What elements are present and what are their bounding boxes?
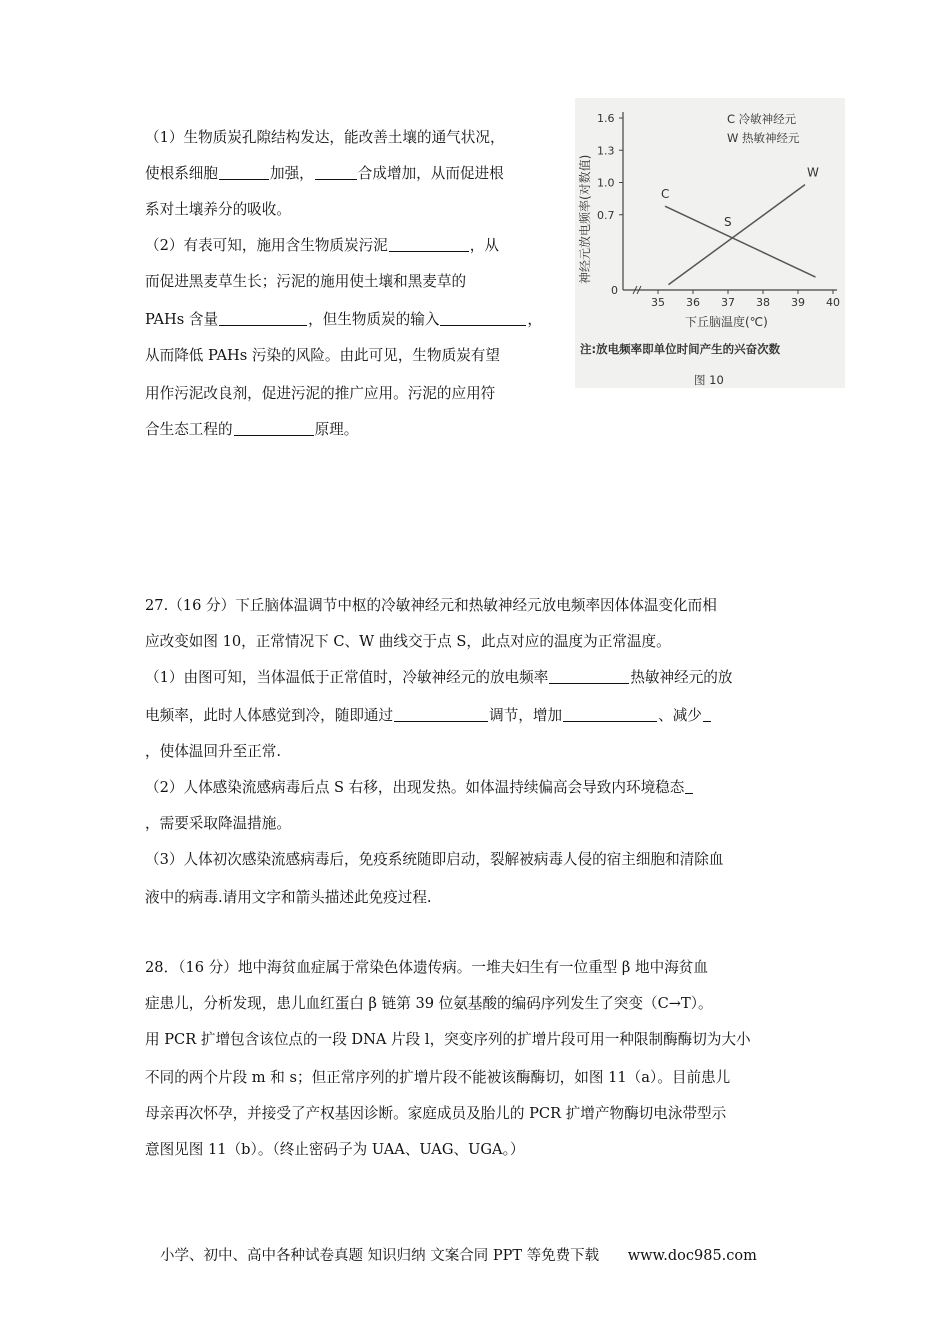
text-line: 意图见图 11（b）。（终止密码子为 UAA、UAG、UGA。）	[145, 1141, 525, 1158]
answer-blank[interactable]	[440, 311, 526, 326]
intersection-label: S	[724, 215, 732, 230]
text-line: （1）生物质炭孔隙结构发达，能改善土壤的通气状况，	[145, 129, 505, 146]
text-line: （3）人体初次感染流感病毒后，免疫系统随即启动，裂解被病毒人侵的宿主细胞和清除血	[145, 851, 724, 868]
text-line: （2）人体感染流感病毒后点 S 右移，出现发热。如体温持续偏高会导致内环境稳态	[145, 778, 694, 798]
text-line: （2）有表可知，施用含生物质炭污泥 ，从	[145, 237, 499, 254]
footer-text: 小学、初中、高中各种试卷真题 知识归纳 文案合同 PPT 等免费下载	[160, 1248, 600, 1264]
text-line: 系对土壤养分的吸收。	[145, 201, 291, 218]
text-line: （1）由图可知，当体温低于正常值时，冷敏神经元的放电频率 热敏神经元的放	[145, 669, 733, 686]
y-tick-label: 1.0	[597, 176, 615, 190]
text-line: 用作污泥改良剂，促进污泥的推广应用。污泥的应用符	[145, 385, 496, 402]
text-line: 症患儿，分析发现，患儿血红蛋白 β 链第 39 位氨基酸的编码序列发生了突变（C→T）。	[145, 995, 713, 1012]
y-tick-label: 1.3	[597, 144, 615, 158]
text-line: 27.（16 分）下丘脑体温调节中枢的冷敏神经元和热敏神经元放电频率因体体温变化而相	[145, 597, 717, 614]
text-line: ，使体温回升至正常.	[145, 743, 281, 760]
footer-url[interactable]: www.doc985.com	[627, 1248, 757, 1264]
text-line: PAHs 含量 ，但生物质炭的输入 ，	[145, 311, 543, 328]
answer-blank[interactable]	[234, 421, 314, 436]
answer-blank[interactable]	[685, 779, 693, 794]
text-line: 而促进黑麦草生长；污泥的施用使土壤和黑麦草的	[145, 273, 467, 290]
x-axis-label: 下丘脑温度(℃)	[685, 315, 768, 329]
legend-item-c: C 冷敏神经元	[727, 112, 797, 126]
chart-axes	[597, 112, 840, 309]
y-axis-label: 神经元放电频率(对数值)	[578, 154, 592, 284]
text-line: 应改变如图 10，正常情况下 C、W 曲线交于点 S，此点对应的温度为正常温度。	[145, 633, 671, 650]
x-tick-label: 35	[651, 296, 665, 309]
x-tick-label: 40	[826, 296, 840, 309]
answer-blank[interactable]	[219, 165, 269, 180]
y-tick-label: 0.7	[597, 208, 615, 222]
series-line-w	[669, 185, 806, 285]
answer-blank[interactable]	[389, 237, 469, 252]
figure-10	[575, 98, 845, 388]
text-line: 合生态工程的 原理。	[145, 421, 359, 438]
answer-blank[interactable]	[563, 707, 657, 722]
text-line: 液中的病毒.请用文字和箭头描述此免疫过程.	[145, 889, 432, 906]
figure-note: 注:放电频率即单位时间产生的兴奋次数	[580, 342, 781, 356]
text-line: 从而降低 PAHs 污染的风险。由此可见，生物质炭有望	[145, 347, 500, 364]
series-label-c: C	[661, 187, 670, 202]
tick-label-zero: 0	[611, 284, 618, 297]
answer-blank[interactable]	[549, 669, 629, 684]
figure-caption: 图 10	[694, 373, 724, 387]
x-tick-label: 37	[721, 296, 735, 309]
text-line: ，需要采取降温措施。	[145, 815, 291, 832]
series-label-w: W	[807, 165, 819, 180]
x-tick-label: 36	[686, 296, 700, 309]
x-tick-label: 38	[756, 296, 770, 309]
y-tick-label: 1.6	[597, 112, 615, 125]
series-line-c	[665, 206, 816, 277]
text-line: 用 PCR 扩增包含该位点的一段 DNA 片段 l，突变序列的扩增片段可用一种限制酶酶切为大小	[145, 1031, 751, 1048]
x-tick-label: 39	[791, 296, 805, 309]
text-line: 母亲再次怀孕，并接受了产权基因诊断。家庭成员及胎儿的 PCR 扩增产物酶切电泳带型示	[145, 1105, 727, 1122]
chart-marks	[661, 166, 819, 285]
answer-blank[interactable]	[219, 311, 307, 326]
line-chart	[575, 98, 845, 388]
answer-blank[interactable]	[394, 707, 488, 722]
text-line: 电频率，此时人体感觉到冷，随即通过 调节，增加 、减少	[145, 706, 712, 726]
text-line: 使根系细胞 加强， 合成增加，从而促进根	[145, 165, 504, 182]
text-line: 不同的两个片段 m 和 s；但正常序列的扩增片段不能被该酶酶切，如图 11（a）。目前患儿	[145, 1069, 731, 1086]
page-footer	[160, 1244, 763, 1265]
legend-item-w: W 热敏神经元	[727, 131, 800, 145]
answer-blank[interactable]	[703, 707, 711, 722]
text-line: 28．（16 分）地中海贫血症属于常染色体遗传病。一堆夫妇生有一位重型 β 地中海贫血	[145, 959, 708, 976]
answer-blank[interactable]	[315, 165, 357, 180]
